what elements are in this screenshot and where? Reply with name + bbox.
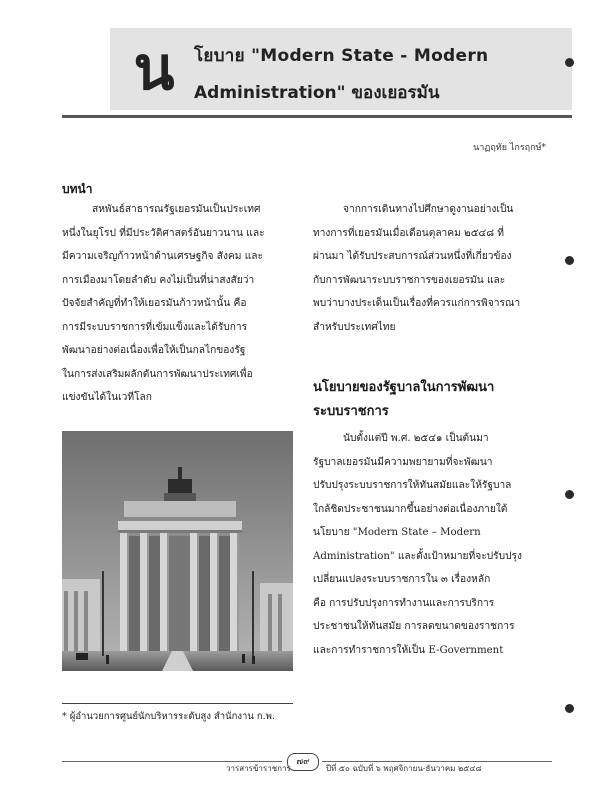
title-drop-letter: น [133, 34, 175, 104]
right-intro-line: จากการเดินทางไปศึกษาดูงานอย่างเป็น [343, 204, 514, 215]
policy-line: คือ การปรับปรุงการทำงานและการบริการ [313, 597, 495, 609]
title-divider [62, 115, 572, 118]
policy-line: และการทำราชการให้เป็น E-Government [313, 644, 504, 656]
binder-hole-2 [565, 256, 574, 265]
page-number: ๗๙ [287, 753, 319, 771]
policy-line: นโยบาย "Modern State – Modern [313, 527, 481, 538]
author-name: นาฏฤทัย ไกรฤกษ์* [473, 143, 546, 153]
policy-line: ใกล้ชิดประชาชนมากขึ้นอย่างต่อเนื่องภายใต้ [313, 503, 508, 515]
intro-line: หนึ่งในยุโรป ที่มีประวัติศาสตร์อันยาวนาน และ [62, 227, 265, 239]
policy-paragraph [313, 427, 553, 662]
intro-line: ในการส่งเสริมผลักดันการพัฒนาประเทศเพื่อ [62, 368, 253, 380]
footnote-text: * ผู้อำนวยการศูนย์นักบริหารระดับสูง สำนักงาน ก.พ. [62, 711, 275, 722]
policy-line: รัฐบาลเยอรมันมีความพยายามที่จะพัฒนา [313, 456, 493, 468]
policy-heading-line-2: ระบบราชการ [313, 404, 389, 419]
binder-hole-4 [565, 704, 574, 713]
brandenburg-gate-photo [62, 431, 293, 671]
policy-line: เปลี่ยนแปลงระบบราชการใน ๓ เรื่องหลัก [313, 574, 491, 585]
intro-line: พัฒนาอย่างต่อเนื่องเพื่อให้เป็นกลไกของรัฐ [62, 345, 246, 356]
right-intro-line: สำหรับประเทศไทย [313, 321, 396, 333]
policy-heading-line-1: นโยบายของรัฐบาลในการพัฒนา [313, 380, 495, 395]
intro-line: ปัจจัยสำคัญที่ทำให้เยอรมันก้าวหน้านั้น คือ [62, 298, 247, 309]
right-intro-line: ทางการที่เยอรมันเมื่อเดือนตุลาคม ๒๕๔๘ ที่ [313, 227, 505, 239]
binder-hole-1 [565, 58, 574, 67]
right-intro-line: ผ่านมา ได้รับประสบการณ์ส่วนหนึ่งที่เกี่ยวข้อง [313, 251, 512, 262]
policy-line: Administration" และตั้งเป้าหมายที่จะปรับปรุง [313, 550, 522, 562]
policy-line: ประชาชนให้ทันสมัย การลดขนาดของราชการ [313, 621, 515, 632]
intro-line: มีความเจริญก้าวหน้าด้านเศรษฐกิจ สังคม และ [62, 251, 263, 262]
title-line-1: โยบาย "Modern State - Modern [194, 46, 489, 66]
right-intro-paragraph [313, 198, 553, 339]
intro-line: การเมืองมาโดยลำดับ คงไม่เป็นที่น่าสงสัยว่า [62, 274, 255, 286]
policy-line: ปรับปรุงระบบราชการให้ทันสมัยและให้รัฐบาล [313, 480, 512, 491]
intro-line: สหพันธ์สาธารณรัฐเยอรมันเป็นประเทศ [92, 204, 261, 215]
intro-paragraph [62, 198, 294, 410]
binder-hole-3 [565, 490, 574, 499]
issue-info: ปีที่ ๕๐ ฉบับที่ ๖ พฤศจิกายน-ธันวาคม ๒๕๔๘ [326, 764, 482, 773]
intro-heading: บทนำ [62, 182, 93, 196]
title-line-2: Administration" ของเยอรมัน [194, 83, 440, 103]
right-intro-line: พบว่าบางประเด็นเป็นเรื่องที่ควรแก่การพิจารณา [313, 298, 521, 309]
footnote-divider [62, 703, 293, 704]
policy-line: นับตั้งแต่ปี พ.ศ. ๒๕๔๑ เป็นต้นมา [343, 433, 489, 444]
journal-name: วารสารข้าราชการ [226, 764, 291, 773]
intro-line: การมีระบบราชการที่เข้มแข็งและได้รับการ [62, 321, 248, 333]
intro-line: แข่งขันได้ในเวทีโลก [62, 392, 152, 403]
right-intro-line: กับการพัฒนาระบบราชการของเยอรมัน และ [313, 274, 506, 286]
